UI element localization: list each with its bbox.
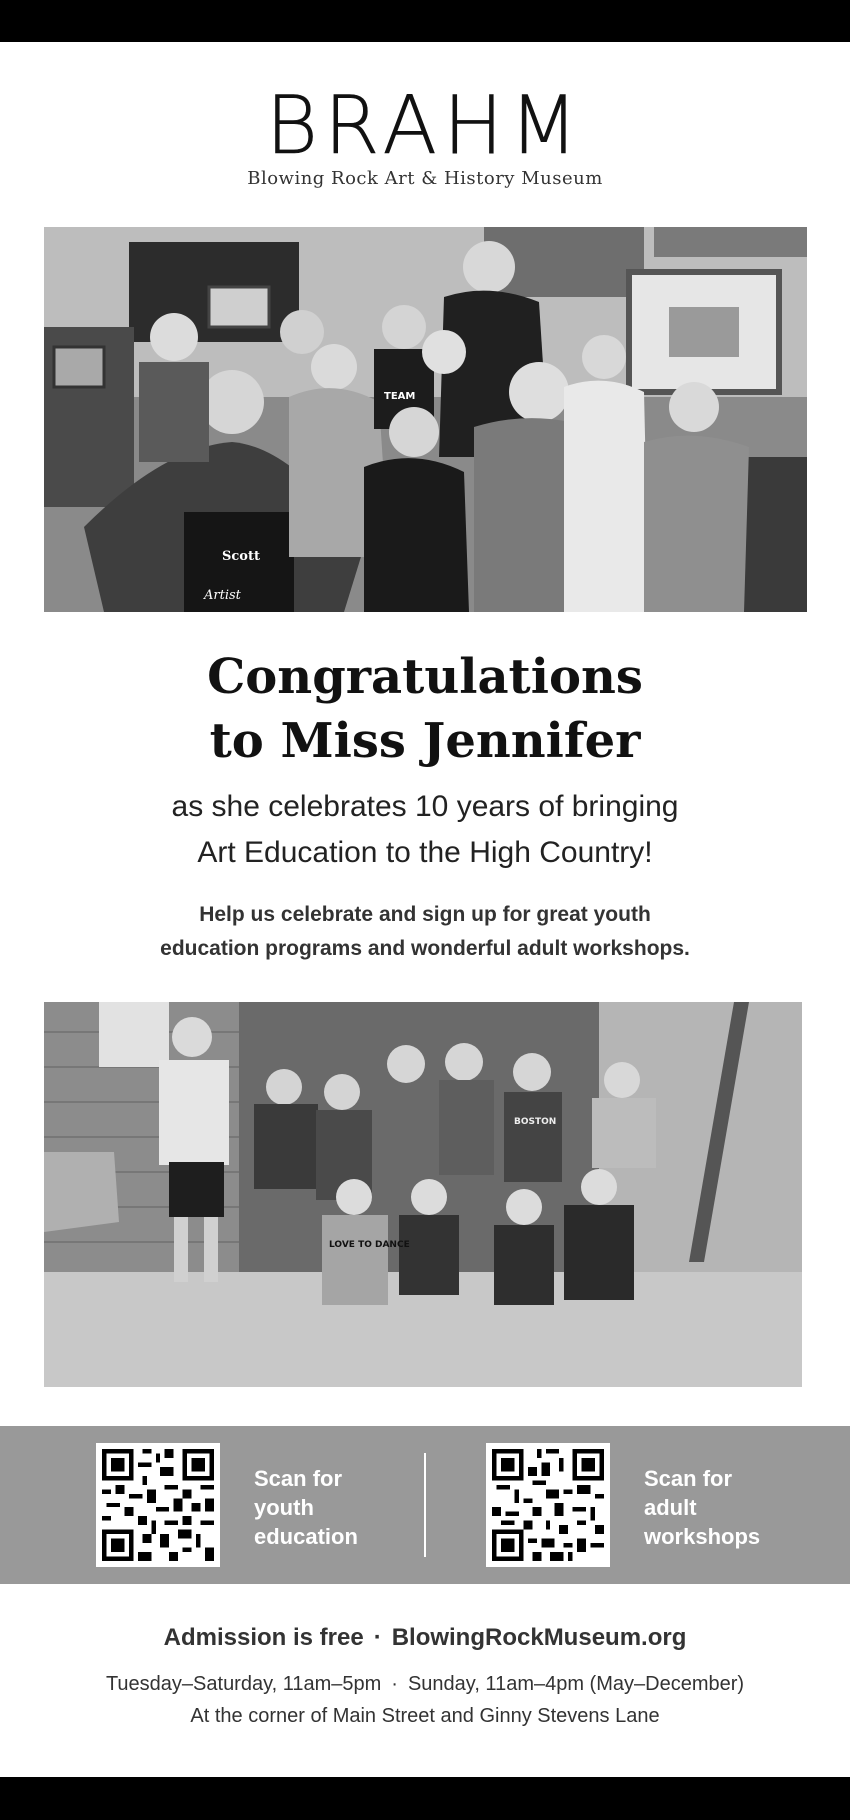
- youth-education-qr-code[interactable]: [96, 1443, 220, 1567]
- bottom-border-bar: [0, 1777, 850, 1820]
- youth-artwork-group-photo: [44, 1002, 802, 1387]
- brahm-logo: [0, 79, 850, 189]
- separator-dot: ·: [391, 1673, 398, 1695]
- headline-line-1: Congratulations: [207, 649, 643, 705]
- shirt-text-boston: BOSTON: [514, 1117, 557, 1127]
- subhead: [0, 784, 850, 876]
- qr-code-icon: [102, 1449, 214, 1561]
- hours-line: [0, 1673, 850, 1696]
- headline: [0, 645, 850, 773]
- youth-label-line-3: education: [254, 1524, 358, 1549]
- logo-wordmark: BRAHM: [265, 79, 585, 172]
- adult-workshops-label: [644, 1464, 760, 1551]
- logo-subtitle: Blowing Rock Art & History Museum: [247, 168, 603, 189]
- location-line: At the corner of Main Street and Ginny Stevens Lane: [190, 1705, 660, 1727]
- subhead-line-2: Art Education to the High Country!: [197, 836, 653, 869]
- art-class-group-photo: [44, 227, 807, 612]
- youth-education-label: [254, 1464, 358, 1551]
- hours-weekday: Tuesday–Saturday, 11am–5pm: [105, 1673, 382, 1695]
- qr-divider: [424, 1453, 426, 1557]
- body-line-2: education programs and wonderful adult workshops.: [160, 937, 690, 960]
- top-border-bar: [0, 0, 850, 42]
- youth-artwork-group-photo-image: [44, 1002, 802, 1387]
- qr-code-band: [0, 1426, 850, 1584]
- website-link[interactable]: BlowingRockMuseum.org: [391, 1624, 687, 1651]
- qr-code-icon: [492, 1449, 604, 1561]
- shirt-text-dance: LOVE TO DANCE: [329, 1240, 410, 1250]
- body-line-1: Help us celebrate and sign up for great youth: [199, 903, 651, 926]
- admission-line: [0, 1624, 850, 1652]
- art-class-group-photo-image: [44, 227, 807, 612]
- apron-brand-text: Artist: [204, 588, 241, 603]
- subhead-line-1: as she celebrates 10 years of bringing: [171, 790, 679, 823]
- shirt-text: TEAM: [384, 391, 416, 402]
- adult-label-line-3: workshops: [644, 1524, 761, 1549]
- adult-label-line-2: adult: [644, 1495, 697, 1520]
- youth-label-line-2: youth: [254, 1495, 314, 1520]
- adult-label-line-1: Scan for: [644, 1466, 733, 1491]
- apron-name-text: Scott: [222, 549, 260, 564]
- youth-label-line-1: Scan for: [254, 1466, 343, 1491]
- admission-text: Admission is free: [163, 1624, 364, 1651]
- headline-line-2: to Miss Jennifer: [209, 713, 641, 769]
- hours-sunday: Sunday, 11am–4pm (May–December): [407, 1673, 745, 1695]
- adult-workshops-qr-code[interactable]: [486, 1443, 610, 1567]
- body-text: [0, 898, 850, 966]
- separator-dot: ·: [373, 1624, 382, 1651]
